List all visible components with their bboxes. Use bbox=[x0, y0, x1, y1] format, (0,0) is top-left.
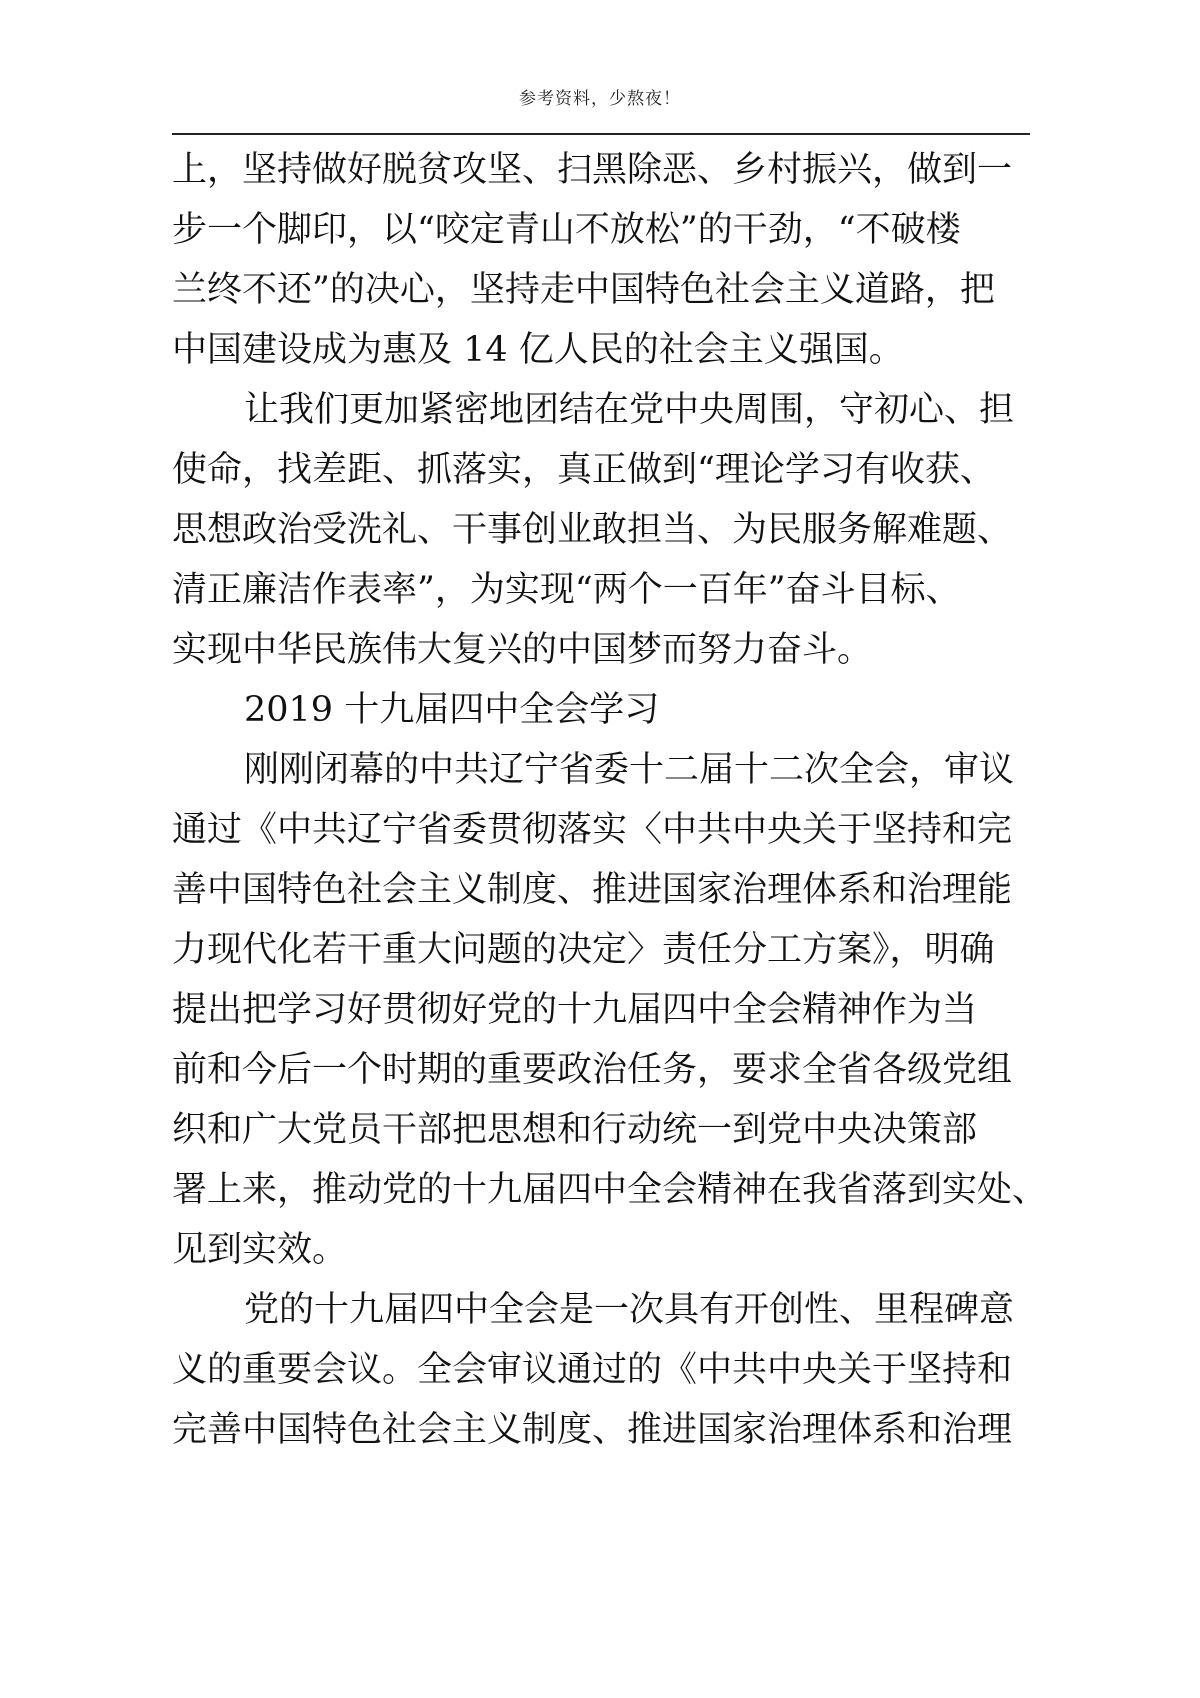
text-line: 力现代化若干重大问题的决定〉责任分工方案》，明确 bbox=[172, 930, 995, 970]
text-line: 兰终不还”的决心，坚持走中国特色社会主义道路，把 bbox=[172, 270, 995, 310]
text-line: 织和广大党员干部把思想和行动统一到党中央决策部 bbox=[172, 1110, 978, 1150]
text-line: 前和今后一个时期的重要政治任务，要求全省各级党组 bbox=[172, 1050, 1013, 1090]
text-line: 清正廉洁作表率”，为实现“两个一百年”奋斗目标、 bbox=[172, 570, 961, 610]
text-line: 提出把学习好贯彻好党的十九届四中全会精神作为当 bbox=[172, 990, 978, 1030]
paragraph-first-line: 让我们更加紧密地团结在党中央周围，守初心、担 bbox=[244, 390, 1015, 430]
text-line: 步一个脚印，以“咬定青山不放松”的干劲，“不破楼 bbox=[172, 210, 961, 250]
page-header: 参考资料，少熬夜！ bbox=[519, 89, 681, 109]
section-title: 2019 十九届四中全会学习 bbox=[244, 690, 660, 730]
text-line: 使命，找差距、抓落实，真正做到“理论学习有收获、 bbox=[172, 450, 995, 490]
text-line: 署上来，推动党的十九届四中全会精神在我省落到实处、 bbox=[172, 1170, 1048, 1210]
text-line: 善中国特色社会主义制度、推进国家治理体系和治理能 bbox=[172, 870, 1013, 910]
text-line: 上，坚持做好脱贫攻坚、扫黑除恶、乡村振兴，做到一 bbox=[172, 150, 1013, 190]
header-divider bbox=[172, 133, 1030, 135]
text-line: 义的重要会议。全会审议通过的《中共中央关于坚持和 bbox=[172, 1350, 1013, 1390]
document-body bbox=[172, 140, 1052, 1460]
text-line: 通过《中共辽宁省委贯彻落实〈中共中央关于坚持和完 bbox=[172, 810, 1013, 850]
text-line: 中国建设成为惠及 14 亿人民的社会主义强国。 bbox=[172, 330, 904, 370]
text-line: 完善中国特色社会主义制度、推进国家治理体系和治理 bbox=[172, 1410, 1013, 1450]
text-line: 实现中华民族伟大复兴的中国梦而努力奋斗。 bbox=[172, 630, 873, 670]
paragraph-first-line: 刚刚闭幕的中共辽宁省委十二届十二次全会，审议 bbox=[244, 750, 1015, 790]
paragraph-first-line: 党的十九届四中全会是一次具有开创性、里程碑意 bbox=[244, 1290, 1015, 1330]
text-line: 见到实效。 bbox=[172, 1230, 348, 1270]
text-line: 思想政治受洗礼、干事创业敢担当、为民服务解难题、 bbox=[172, 510, 1013, 550]
